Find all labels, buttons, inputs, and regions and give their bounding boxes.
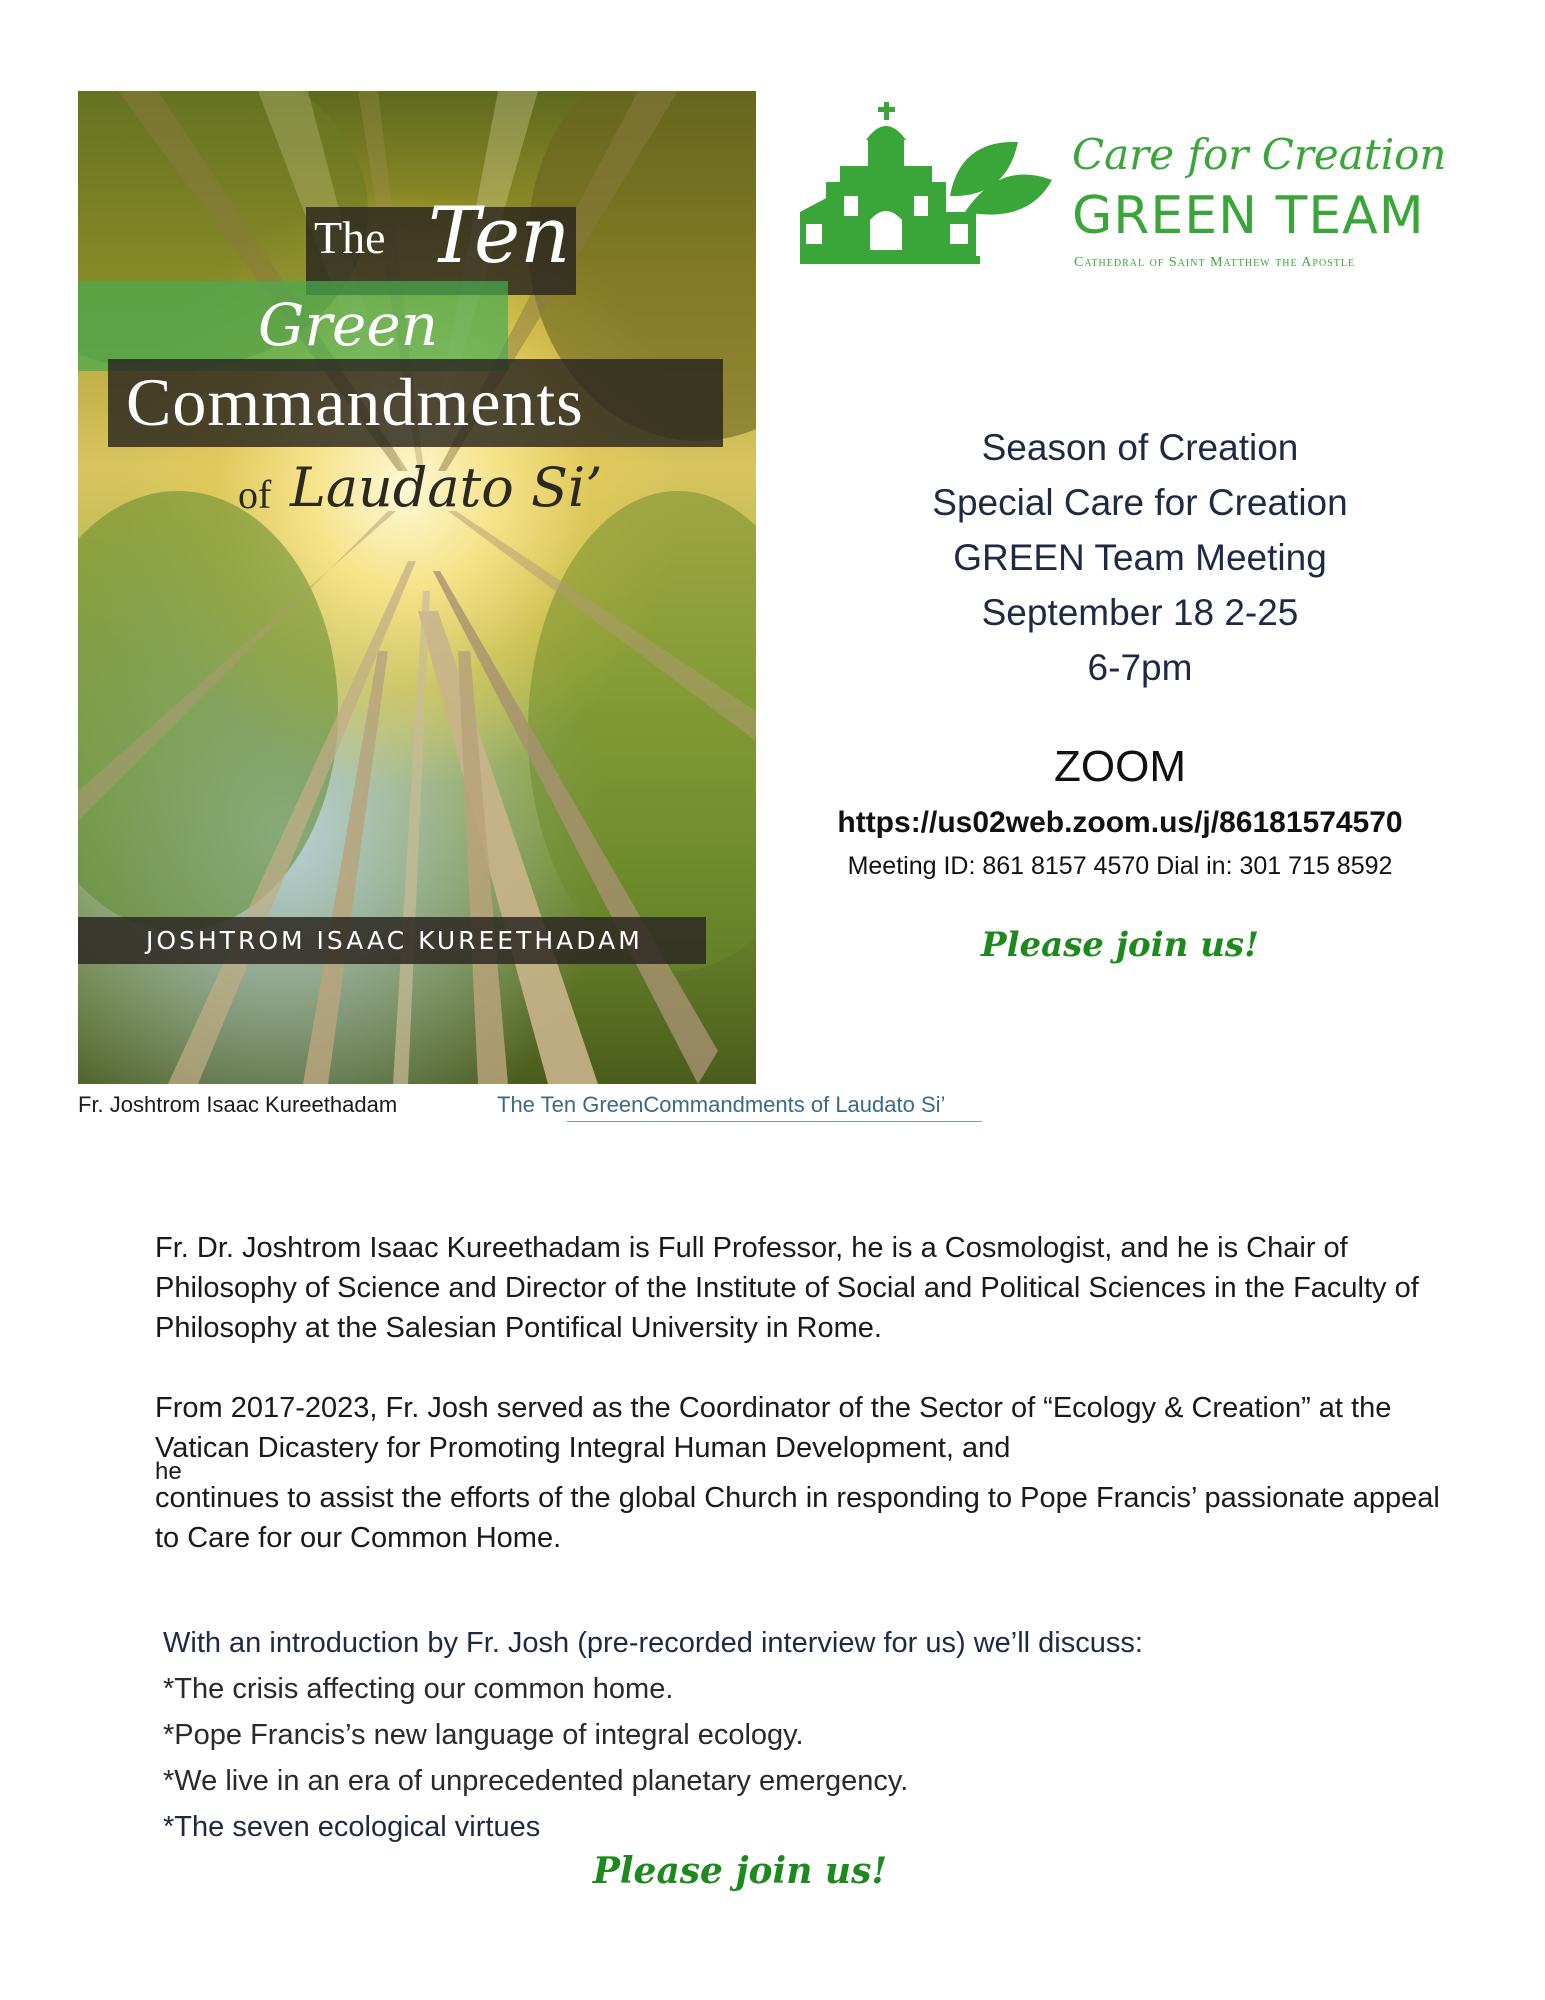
green-team-logo [800, 100, 1447, 280]
cover-title-commandments: Commandments [126, 364, 584, 440]
cathedral-leaf-icon [800, 100, 1070, 280]
discussion-list [163, 1620, 1143, 1850]
book-cover-image [78, 91, 756, 1084]
zoom-meeting-ids: Meeting ID: 861 8157 4570 Dial in: 301 715 8592 [847, 852, 1393, 880]
discussion-intro: With an introduction by Fr. Josh (pre-recorded interview for us) we’ll discuss: [163, 1627, 1143, 1659]
cover-title-of: of [238, 472, 272, 517]
service-paragraph-he: he [155, 1458, 182, 1485]
caption-author: Fr. Joshtrom Isaac Kureethadam [78, 1092, 398, 1117]
event-line-5: 6-7pm [1087, 647, 1193, 688]
list-item: *Pope Francis’s new language of integral ecology. [163, 1719, 804, 1751]
zoom-heading: ZOOM [1054, 742, 1186, 791]
logo-script-text: Care for Creation [1072, 130, 1447, 179]
event-details [840, 420, 1440, 695]
event-line-3: GREEN Team Meeting [953, 537, 1327, 578]
zoom-link[interactable]: https://us02web.zoom.us/j/86181574570 [837, 806, 1403, 839]
cover-author: JOSHTROM ISAAC KUREETHADAM [146, 926, 643, 955]
service-paragraph-part1: From 2017-2023, Fr. Josh served as the Coordinator of the Sector of “Ecology & Creation” at the Vatican Dicastery for Promoting Integral Human Development, and [155, 1392, 1392, 1464]
book-title-link[interactable]: The Ten GreenCommandments of Laudato Si’ [497, 1092, 946, 1117]
list-item: *We live in an era of unprecedented planetary emergency. [163, 1765, 909, 1797]
cover-title-green: Green [258, 291, 439, 359]
cover-title-the: The [314, 212, 386, 263]
logo-team-text: GREEN TEAM [1072, 186, 1425, 246]
list-item: *The seven ecological virtues [163, 1811, 541, 1843]
join-us-bottom: Please join us! [592, 1850, 888, 1892]
list-item: *The crisis affecting our common home. [163, 1673, 674, 1705]
join-us-top: Please join us! [981, 925, 1259, 965]
service-paragraph-part2: continues to assist the efforts of the global Church in responding to Pope Francis’ passionate appeal to Care for our Common Home. [155, 1482, 1440, 1554]
logo-subtitle: Cathedral of Saint Matthew the Apostle [1074, 255, 1356, 270]
bio-paragraph: Fr. Dr. Joshtrom Isaac Kureethadam is Full Professor, he is a Cosmologist, and he is Chair of Philosophy of Science and Director of the Institute of Social and Political Sciences in the Faculty of Philosophy at the Salesian Pontifical University in Rome. [155, 1232, 1419, 1344]
link-underline [567, 1121, 982, 1122]
event-line-1: Season of Creation [981, 427, 1299, 468]
cover-title-ten: Ten [428, 191, 571, 281]
event-line-2: Special Care for Creation [932, 482, 1348, 523]
event-line-4: September 18 2-25 [981, 592, 1299, 633]
cover-title-laudato: Laudato Si’ [290, 456, 603, 519]
